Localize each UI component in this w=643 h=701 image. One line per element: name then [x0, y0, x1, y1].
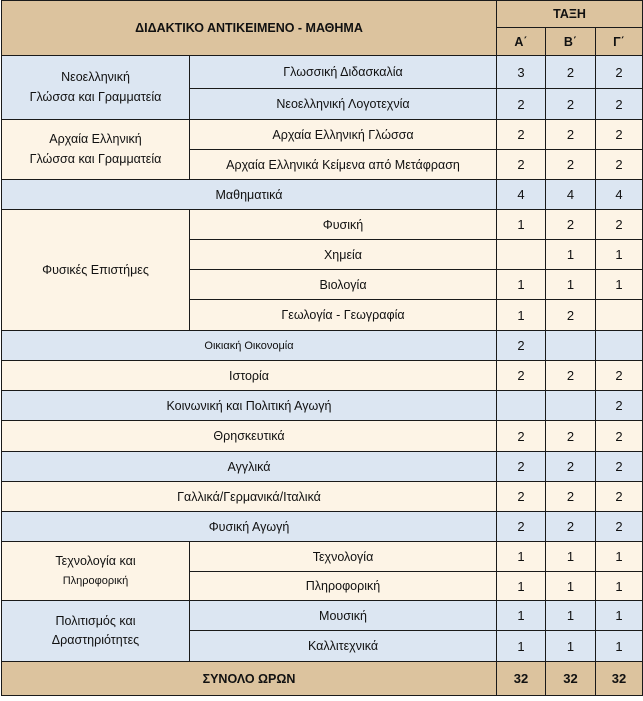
hours-c: 1	[596, 572, 643, 601]
hours-a: 2	[497, 331, 546, 361]
hours-b: 2	[546, 210, 596, 240]
subject-name: Θρησκευτικά	[2, 421, 497, 452]
hours-b: 1	[546, 542, 596, 572]
hours-b: 1	[546, 572, 596, 601]
hours-a: 2	[497, 452, 546, 482]
table-row	[2, 56, 643, 89]
hours-c: 1	[596, 601, 643, 631]
hours-c: 2	[596, 391, 643, 421]
hours-a: 2	[497, 421, 546, 452]
group-name-line2: Γλώσσα και Γραμματεία	[29, 151, 162, 166]
hours-c: 4	[596, 180, 643, 210]
hours-b: 2	[546, 150, 596, 180]
hours-b: 4	[546, 180, 596, 210]
hours-a: 4	[497, 180, 546, 210]
hours-c: 2	[596, 361, 643, 391]
subject-name: Χημεία	[190, 240, 497, 270]
hours-c: 2	[596, 482, 643, 512]
curriculum-table	[1, 0, 643, 696]
table-row	[2, 542, 643, 572]
table-row	[2, 120, 643, 150]
hours-c: 1	[596, 240, 643, 270]
hours-a: 1	[497, 270, 546, 300]
hours-a: 2	[497, 150, 546, 180]
subject-name: Γαλλικά/Γερμανικά/Ιταλικά	[2, 482, 497, 512]
subject-name: Τεχνολογία	[190, 542, 497, 572]
hours-b: 2	[546, 482, 596, 512]
hours-c: 2	[596, 512, 643, 542]
subject-name: Μουσική	[190, 601, 497, 631]
hours-a	[497, 391, 546, 421]
hours-b: 2	[546, 361, 596, 391]
group-name-line2: Γλώσσα και Γραμματεία	[29, 89, 162, 104]
hours-a: 2	[497, 512, 546, 542]
hours-c	[596, 331, 643, 361]
total-label: ΣΥΝΟΛΟ ΩΡΩΝ	[2, 662, 497, 696]
hours-a	[497, 240, 546, 270]
grade-a-header: Α΄	[497, 28, 546, 56]
hours-c: 2	[596, 452, 643, 482]
subject-name: Κοινωνική και Πολιτική Αγωγή	[2, 391, 497, 421]
subject-name: Αγγλικά	[2, 452, 497, 482]
hours-b: 2	[546, 512, 596, 542]
total-row	[2, 662, 643, 696]
subject-column-header: ΔΙΔΑΚΤΙΚΟ ΑΝΤΙΚΕΙΜΕΝΟ - ΜΑΘΗΜΑ	[2, 1, 497, 56]
hours-c: 2	[596, 56, 643, 89]
hours-c: 1	[596, 542, 643, 572]
subject-name: Πληροφορική	[190, 572, 497, 601]
subject-name: Γεωλογία - Γεωγραφία	[190, 300, 497, 331]
group-modern-greek	[2, 56, 190, 120]
hours-a: 3	[497, 56, 546, 89]
group-name-line2: Δραστηριότητες	[51, 633, 140, 647]
table-row	[2, 601, 643, 631]
hours-a: 1	[497, 210, 546, 240]
subject-name: Φυσική	[190, 210, 497, 240]
subject-name: Καλλιτεχνικά	[190, 631, 497, 662]
hours-b: 1	[546, 631, 596, 662]
table-row	[2, 482, 643, 512]
subject-name: Οικιακή Οικονομία	[2, 331, 497, 361]
group-culture	[2, 601, 190, 662]
hours-b: 2	[546, 89, 596, 120]
table-row	[2, 331, 643, 361]
subject-name: Νεοελληνική Λογοτεχνία	[190, 89, 497, 120]
hours-c	[596, 300, 643, 331]
table-row	[2, 210, 643, 240]
group-name-line1: Νεοελληνική	[61, 70, 130, 85]
group-ancient-greek	[2, 120, 190, 180]
hours-b: 1	[546, 270, 596, 300]
hours-b: 1	[546, 240, 596, 270]
table-row	[2, 421, 643, 452]
hours-b	[546, 391, 596, 421]
group-technology	[2, 542, 190, 601]
subject-name: Αρχαία Ελληνικά Κείμενα από Μετάφραση	[190, 150, 497, 180]
subject-name: Μαθηματικά	[2, 180, 497, 210]
hours-a: 1	[497, 300, 546, 331]
hours-b: 2	[546, 56, 596, 89]
group-natural-sciences	[2, 210, 190, 331]
hours-c: 2	[596, 89, 643, 120]
hours-a: 2	[497, 361, 546, 391]
grade-b-header: Β΄	[546, 28, 596, 56]
total-a: 32	[497, 662, 546, 696]
total-b: 32	[546, 662, 596, 696]
subject-name: Φυσική Αγωγή	[2, 512, 497, 542]
hours-b: 2	[546, 421, 596, 452]
hours-c: 2	[596, 421, 643, 452]
grade-column-header: ΤΑΞΗ	[497, 1, 643, 28]
table-row	[2, 180, 643, 210]
hours-a: 1	[497, 542, 546, 572]
hours-a: 1	[497, 601, 546, 631]
subject-name: Βιολογία	[190, 270, 497, 300]
table-row	[2, 512, 643, 542]
grade-c-header: Γ΄	[596, 28, 643, 56]
hours-b: 2	[546, 452, 596, 482]
subject-name: Ιστορία	[2, 361, 497, 391]
hours-a: 1	[497, 631, 546, 662]
hours-b: 2	[546, 120, 596, 150]
hours-b: 1	[546, 601, 596, 631]
group-name-line1: Τεχνολογία και	[55, 553, 136, 568]
group-name-line2: Πληροφορική	[62, 575, 129, 587]
group-name-line1: Πολιτισμός και	[55, 613, 136, 628]
table-row	[2, 361, 643, 391]
hours-a: 2	[497, 120, 546, 150]
hours-a: 1	[497, 572, 546, 601]
total-c: 32	[596, 662, 643, 696]
hours-a: 2	[497, 89, 546, 120]
hours-c: 2	[596, 150, 643, 180]
hours-c: 1	[596, 631, 643, 662]
table-row	[2, 452, 643, 482]
group-name-line1: Αρχαία Ελληνική	[49, 132, 142, 147]
hours-b: 2	[546, 300, 596, 331]
hours-a: 2	[497, 482, 546, 512]
subject-name: Αρχαία Ελληνική Γλώσσα	[190, 120, 497, 150]
subject-name: Γλωσσική Διδασκαλία	[190, 56, 497, 89]
hours-c: 2	[596, 120, 643, 150]
table-row	[2, 391, 643, 421]
hours-c: 2	[596, 210, 643, 240]
hours-c: 1	[596, 270, 643, 300]
group-name-line1: Φυσικές Επιστήμες	[42, 263, 149, 277]
hours-b	[546, 331, 596, 361]
